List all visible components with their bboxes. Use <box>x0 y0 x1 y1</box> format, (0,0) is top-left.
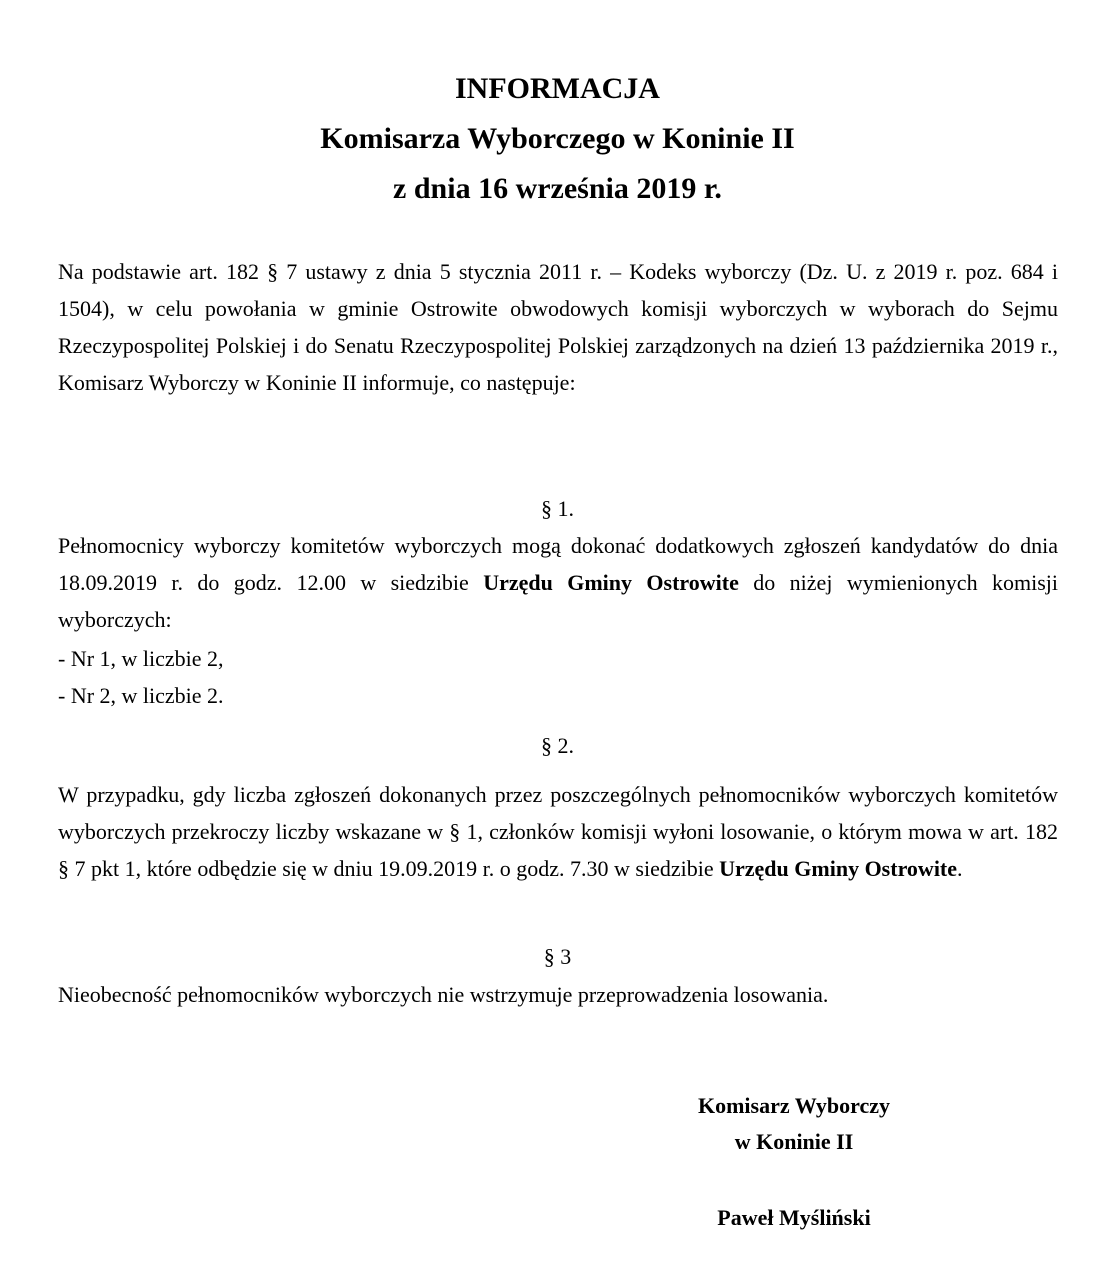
section-1-text-before: Pełnomocnicy wyborczy komitetów wyborczych mogą dokonać dodatkowych zgłoszeń kandydatów do dnia 18.09.2019 r. do godz. 12.00 w siedzibie <box>58 533 1058 595</box>
section-2-heading: § 2. <box>541 733 574 758</box>
section-1-office-name: Urzędu Gminy Ostrowite <box>483 570 739 595</box>
section-2-paragraph <box>58 776 1058 887</box>
signature-name: Paweł Myśliński <box>717 1205 871 1230</box>
signature-title: Komisarz Wyborczy <box>697 1093 891 1118</box>
section-2-office-name: Urzędu Gminy Ostrowite <box>719 856 958 881</box>
document-date: z dnia 16 września 2019 r. <box>393 172 722 205</box>
section-3-paragraph: Nieobecność pełnomocników wyborczych nie wstrzymuje przeprowadzenia losowania. <box>58 982 829 1007</box>
section-1-text-after: do niżej wymienionych komisji wyborczych: <box>58 570 1058 632</box>
document-issuer: Komisarza Wyborczego w Koninie II <box>320 122 795 155</box>
list-item: - Nr 1, w liczbie 2, <box>58 646 224 671</box>
document-title: INFORMACJA <box>455 72 660 105</box>
section-1-heading: § 1. <box>541 496 574 521</box>
section-2-text-before: W przypadku, gdy liczba zgłoszeń dokonanych przez poszczególnych pełnomocników wyborczych komitetów wyborczych przekroczy liczby wskazane w § 1, członków komisji wyłoni losowanie, o którym mowa w art. 182 § 7 pkt 1, które odbędzie się w dniu 19.09.2019 r. o godz. 7.30 w siedzibie <box>58 782 1058 881</box>
section-3-heading: § 3 <box>543 944 572 969</box>
list-item: - Nr 2, w liczbie 2. <box>58 683 224 708</box>
signature-place: w Koninie II <box>734 1129 854 1154</box>
section-1-paragraph <box>58 527 1058 638</box>
intro-paragraph: Na podstawie art. 182 § 7 ustawy z dnia 5 stycznia 2011 r. – Kodeks wyborczy (Dz. U. z 2019 r. poz. 684 i 1504), w celu powołania w gminie Ostrowite obwodowych komisji wyborczych w wyborach do Sejmu Rzeczypospolitej Polskiej i do Senatu Rzeczypospolitej Polskiej zarządzonych na dzień 13 października 2019 r., Komisarz Wyborczy w Koninie II informuje, co następuje: <box>58 259 1058 395</box>
section-2-text-after: . <box>957 856 963 881</box>
